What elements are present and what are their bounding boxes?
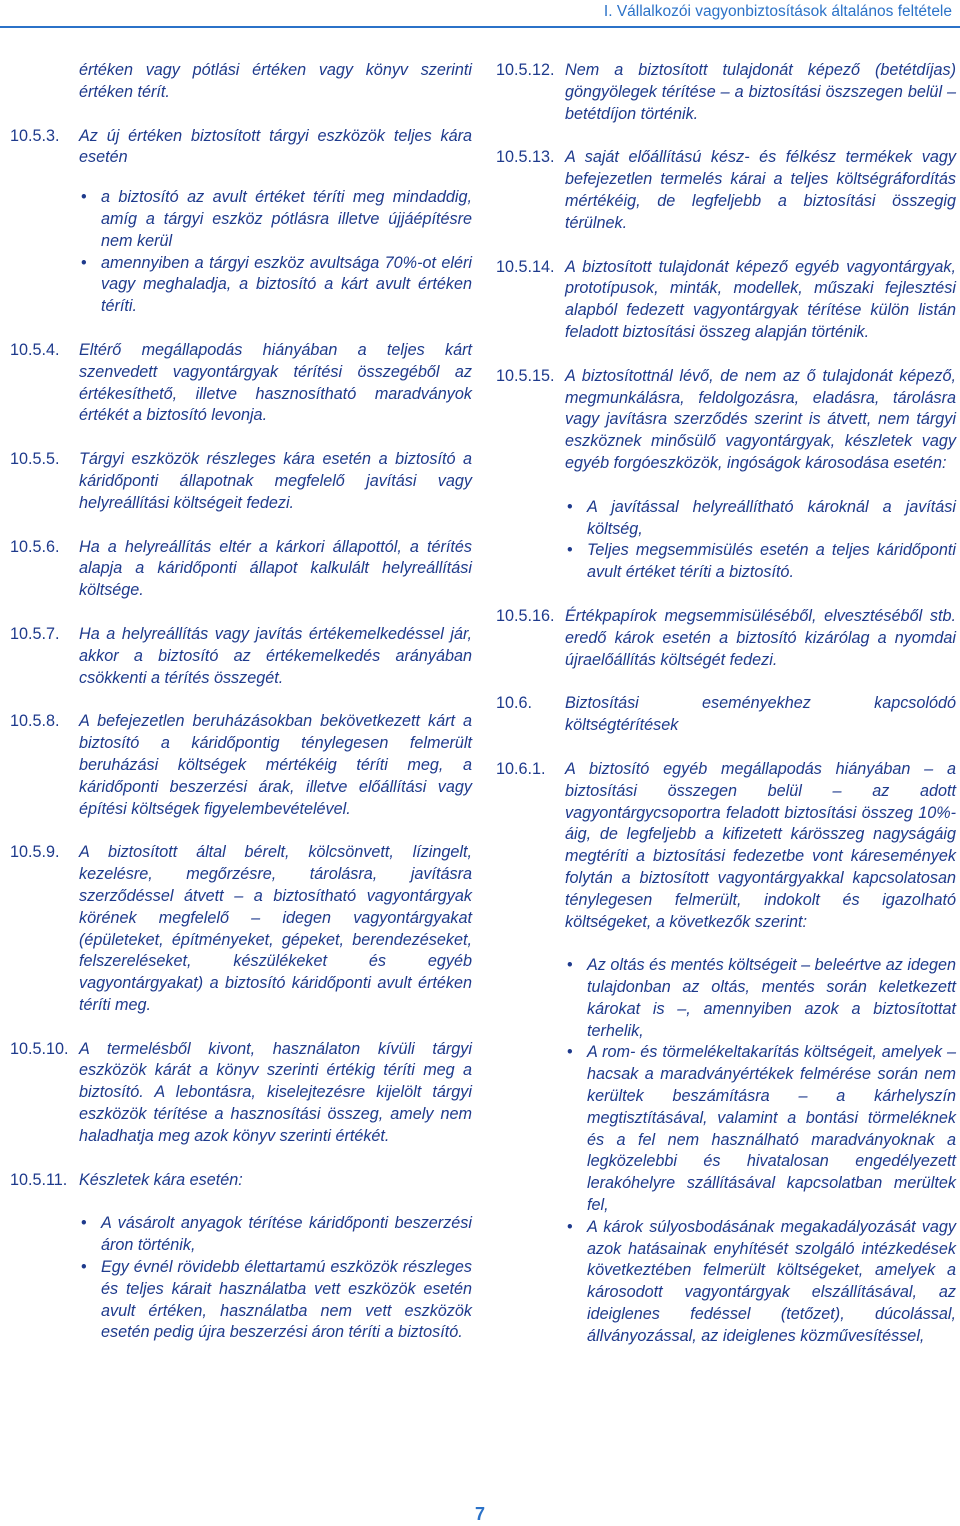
section-10-5-3 [10,126,472,170]
section-number: 10.5.6. [10,537,60,556]
section-text: A biztosított tulajdonát képező egyéb vagyontárgyak, prototípusok, minták, modellek, műszaki fejlesztési alapból fedezett vagyontárgyak térítése külön listán feladott biztosítási összeg alapján történik. [565,257,956,341]
section-10-5-6 [10,537,472,602]
bullet-list-10-6-1 [496,955,956,1347]
section-number: 10.5.15. [496,366,555,385]
section-number: 10.5.13. [496,148,555,167]
section-text: A termelésből kivont, használaton kívüli tárgyi eszközök kárát a könyv szerinti értékig téríti meg a biztosító. A lebontásra, kiselejtezésre kijelölt tárgyi eszközök térítése a hasznosítási összeg, amely nem haladhatja meg azok könyv szerinti értékét. [79,1039,472,1145]
list-item: • A károk súlyosbodásának megakadályozását vagy azok hatásainak enyhítését szolgáló intézkedések következtében felmerült költségeket, amelyek a károsodott vagyontárgyak elszállításával, az ideiglenes fedéssel (tetőzet), dúcolással, állványozással, az ideiglenes közművesítéssel, [565,1217,956,1348]
section-number: 10.6. [496,694,533,713]
section-10-6 [496,693,956,737]
section-10-5-5 [10,449,472,514]
page-header [0,0,960,30]
section-number: 10.5.16. [496,606,555,625]
section-text: A biztosított által bérelt, kölcsönvett, lízingelt, kezelésre, megőrzésre, tárolásra, javításra szerződéssel átvett – a biztosítható vagyontárgyak körének megfelelő – idegen vagyontárgyakat (épületeket, építményeket, gépeket, berendezéseket, felszereléseket, készülékeket és egyéb vagyontárgyakat) a biztosító káridőponti avult értéken téríti meg. [79,843,472,1014]
section-number: 10.5.5. [10,450,60,469]
bullet-list-10-5-3 [10,187,472,318]
section-10-5-14 [496,257,956,344]
section-10-5-15 [496,366,956,475]
section-text: Eltérő megállapodás hiányában a teljes kárt szenvedett vagyontárgyak térítési összegéből az értékesíthető, illetve hasznosítható maradványok értékét a biztosító levonja. [79,340,472,425]
section-text: Ha a helyreállítás vagy javítás értékemelkedéssel jár, akkor a biztosító az értékemelkedés arányában csökkenti a térítés összegét. [79,624,472,687]
section-text: A befejezetlen beruházásokban bekövetkezett kárt a biztosító a káridőpontig ténylegesen felmerült beruházási költségek mértékéig téríti meg, a káridőponti beszerzési árak, illetve előállítási vagy építési költségek figyelembevételével. [79,712,472,818]
section-text: Tárgyi eszközök részleges kára esetén a biztosító a káridőponti állapotnak megfelelő javítási vagy helyreállítási költségeit fedezi. [79,450,472,512]
section-text: A biztosítottnál lévő, de nem az ő tulajdonát képező, megmunkálásra, feldolgozásra, eladásra, tárolásra vagy javításra szerződés szerint is átvett, nem tárgyi eszköznek minősülő vagyontárgyak, készletek vagy egyéb forgóeszközök, ingóságok károsodása esetén: [565,366,956,472]
section-10-5-12 [496,60,956,125]
section-number: 10.5.4. [10,340,60,359]
section-10-5-8 [10,711,472,820]
right-column [496,60,956,1370]
list-item: • a biztosító az avult értéket téríti meg mindaddig, amíg a tárgyi eszköz pótlásra illetve újjáépítésre nem kerül [79,187,472,252]
section-10-5-10 [10,1039,472,1148]
section-text: A saját előállítású kész- és félkész termékek vagy befejezetlen termelés kárai a teljes költségráfordítás mértékéig, de legfeljebb a biztosítási összegig térülnek. [565,148,956,232]
section-number: 10.5.10. [10,1039,69,1058]
list-item: • A vásárolt anyagok térítése káridőponti beszerzési áron történik, [79,1213,472,1257]
section-text: Az új értéken biztosított tárgyi eszközök teljes kára esetén [79,126,472,167]
section-number: 10.5.8. [10,712,60,731]
section-text: Készletek kára esetén: [79,1170,243,1189]
header-title: I. Vállalkozói vagyonbiztosítások általános feltétele [603,3,952,20]
list-item: • A javítással helyreállítható károknál a javítási költség, [565,497,956,541]
section-number: 10.5.3. [10,126,60,145]
section-10-5-16 [496,606,956,671]
section-10-5-13 [496,147,956,234]
list-item: • Egy évnél rövidebb élettartamú eszközök részleges és teljes kárait használatba vett eszközök esetén avult értéken, használatba nem vett eszközök esetén pedig újra beszerzési áron téríti a biztosító. [79,1257,472,1344]
section-text: A biztosító egyéb megállapodás hiányában – a biztosítási összegen belül – az adott vagyontárgycsoportra feladott biztosítási összeg 10%-áig, de legfeljebb a kifizetett kárösszeg nagyságáig megtéríti a biztosítási fedezetbe vont káresemények folytán a biztosított vagyontárgyakkal kapcsolatosan ténylegesen felmerült, indokolt és igazolható költségeket, a következők szerint: [565,759,956,931]
section-number: 10.5.11. [10,1170,68,1189]
bullet-list-10-5-15 [496,497,956,584]
list-item: • Teljes megsemmisülés esetén a teljes káridőponti avult értéket téríti a biztosító. [565,540,956,584]
list-item: • A rom- és törmelékeltakarítás költségeit, amelyek – hacsak a maradványértékek felmérése során nem kerültek beszámításra – a kárhelyszín megtisztításával, valamint a bontási törmeléknek és a fel nem használható maradványoknak a legközelebbi és hivatalosan engedélyezett lerakóhelyre szállításával kapcsolatban merültek fel, [565,1042,956,1216]
section-10-5-11 [10,1170,472,1192]
section-10-6-1 [496,759,956,933]
section-number: 10.5.7. [10,624,60,643]
section-number: 10.5.12. [496,61,555,79]
section-10-5-4 [10,340,472,427]
list-item: • amennyiben a tárgyi eszköz avultsága 70%-ot eléri vagy meghaladja, a biztosító a kárt avult értéken téríti. [79,253,472,318]
header-rule [0,26,960,28]
page-number: 7 [474,1504,485,1524]
section-text: Ha a helyreállítás eltér a kárkori állapottól, a térítés alapja a káridőponti állapot kalkulált helyreállítási költsége. [79,537,472,600]
bullet-list-10-5-11 [10,1213,472,1344]
section-10-5-9 [10,842,472,1016]
section-text: Nem a biztosított tulajdonát képező (betétdíjas) göngyölegek térítése – a biztosítási öszszegen belül – betétdíjon történik. [565,61,956,123]
section-10-5-7 [10,624,472,689]
section-heading: Biztosítási eseményekhez kapcsolódó költségtérítések [565,694,956,735]
section-text: Értékpapírok megsemmisüléséből, elvesztéséből stb. eredő károk esetén a biztosító kizárólag a nyomdai újraelőállítás költségét fedezi. [565,606,956,669]
section-number: 10.5.14. [496,257,555,276]
section-number: 10.6.1. [496,759,546,778]
left-column [10,60,472,1366]
list-item: • Az oltás és mentés költségeit – beleértve az idegen tulajdonban az oltás, mentés során keletkezett károkat is –, amennyiben azok a biztosítottat terhelik, [565,955,956,1042]
section-number: 10.5.9. [10,843,60,862]
intro-continuation: értéken vagy pótlási értéken vagy könyv szerinti értéken térít. [79,61,472,101]
